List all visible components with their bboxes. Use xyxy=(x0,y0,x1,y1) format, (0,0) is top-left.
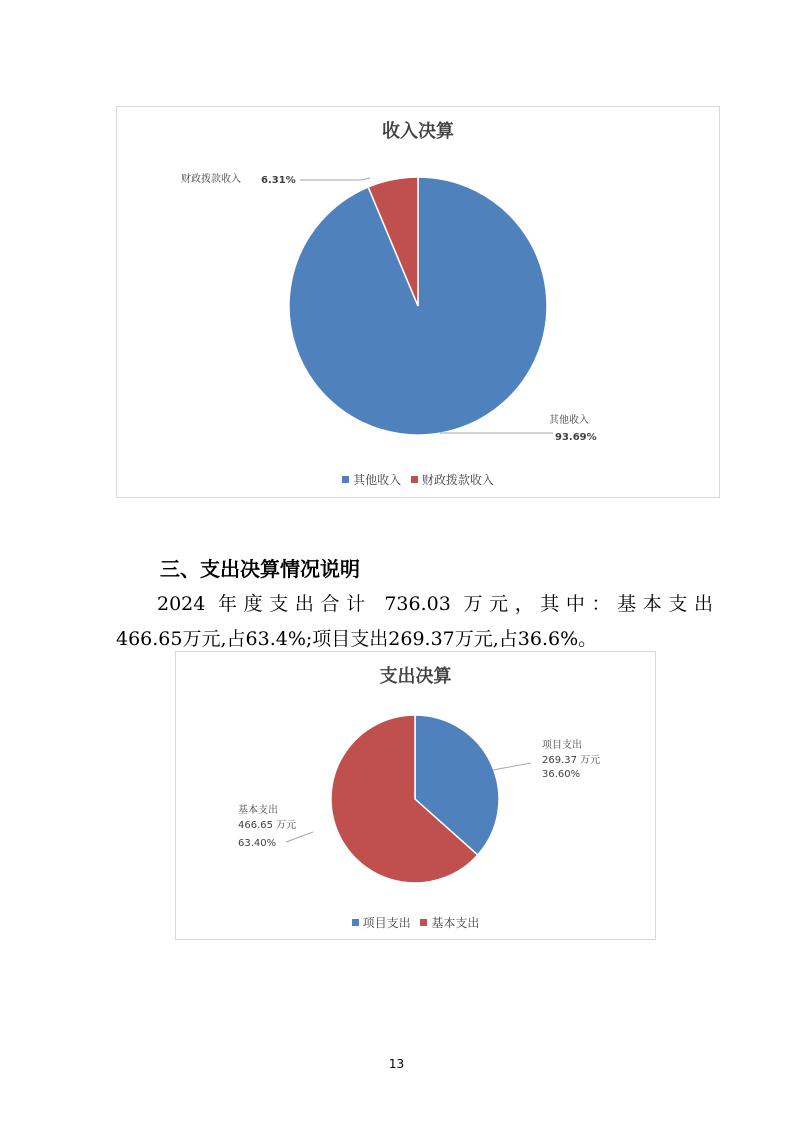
income-legend xyxy=(117,471,719,488)
leader-line-project xyxy=(493,763,531,770)
legend-item-basic: 基本支出 xyxy=(420,914,479,931)
label-fiscal-name: 财政拨款收入 xyxy=(181,174,241,185)
leader-line-fiscal xyxy=(300,178,370,180)
label-basic-amount: 466.65 万元 xyxy=(238,820,297,831)
legend-item-project: 项目支出 xyxy=(352,914,411,931)
page-number: 13 xyxy=(388,1057,405,1071)
legend-item-fiscal: 财政拨款收入 xyxy=(411,471,494,488)
leader-line-basic xyxy=(286,832,313,842)
expense-pie-svg xyxy=(176,652,657,941)
label-basic-name: 基本支出 xyxy=(238,805,278,816)
label-basic-percent: 63.40% xyxy=(238,838,277,849)
label-project-name: 项目支出 xyxy=(542,740,582,751)
section-heading: 三、支出决算情况说明 xyxy=(160,557,360,581)
label-project-percent: 36.60% xyxy=(542,769,581,780)
label-other-name: 其他收入 xyxy=(549,415,589,426)
expense-legend xyxy=(176,914,655,931)
expense-chart xyxy=(175,651,656,940)
label-fiscal-percent: 6.31% xyxy=(261,175,296,186)
paragraph-line-2: 466.65万元,占63.4%;项目支出269.37万元,占36.6%。 xyxy=(116,628,598,650)
income-pie-svg xyxy=(117,107,721,499)
legend-item-other: 其他收入 xyxy=(342,471,401,488)
expense-chart-title: 支出决算 xyxy=(379,666,452,687)
label-project-amount: 269.37 万元 xyxy=(542,755,601,766)
paragraph-line-1: 2024 年度支出合计 736.03 万元，其中：基本支出 xyxy=(157,593,713,615)
label-other-percent: 93.69% xyxy=(555,432,597,443)
income-chart-title: 收入决算 xyxy=(382,121,454,142)
income-chart xyxy=(116,106,720,498)
